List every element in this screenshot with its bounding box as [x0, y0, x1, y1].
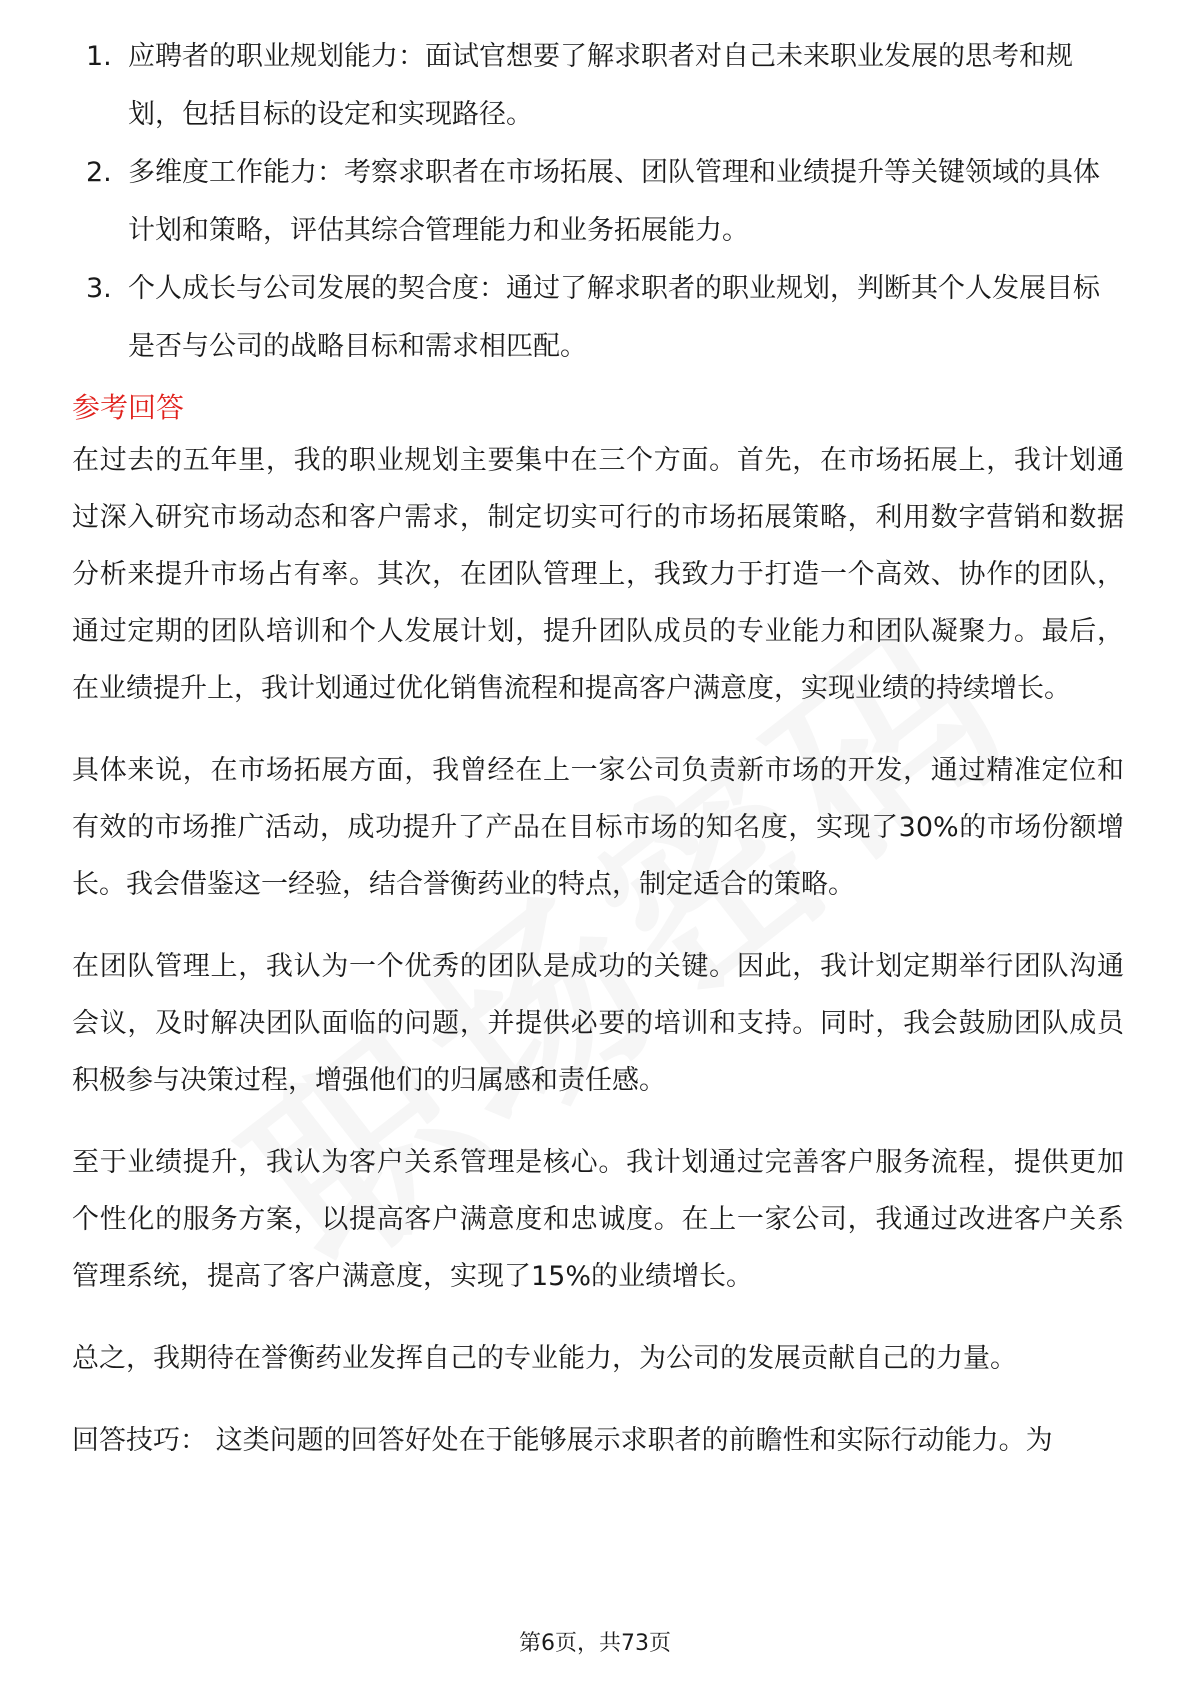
answer-paragraph: 总之，我期待在誉衡药业发挥自己的专业能力，为公司的发展贡献自己的力量。	[72, 1343, 1017, 1374]
answer-paragraph: 至于业绩提升，我认为客户关系管理是核心。我计划通过完善客户服务流程，提供更加个性化的服务方案，以提高客户满意度和忠诚度。在上一家公司，我通过改进客户关系管理系统，提高了客户满意度，实现了15%的业绩增长。	[72, 1147, 1124, 1292]
answer-tips-paragraph: 回答技巧： 这类问题的回答好处在于能够展示求职者的前瞻性和实际行动能力。为	[72, 1425, 1053, 1456]
answer-paragraph: 在过去的五年里，我的职业规划主要集中在三个方面。首先，在市场拓展上，我计划通过深入研究市场动态和客户需求，制定切实可行的市场拓展策略，利用数字营销和数据分析来提升市场占有率。其次，在团队管理上，我致力于打造一个高效、协作的团队，通过定期的团队培训和个人发展计划，提升团队成员的专业能力和团队凝聚力。最后，在业绩提升上，我计划通过优化销售流程和提高客户满意度，实现业绩的持续增长。	[72, 445, 1124, 704]
criteria-item	[72, 144, 1122, 260]
criteria-number: 2.	[86, 157, 112, 188]
criteria-item	[72, 28, 1122, 144]
criteria-text: 个人成长与公司发展的契合度：通过了解求职者的职业规划，判断其个人发展目标是否与公司的战略目标和需求相匹配。	[128, 273, 1100, 362]
page-number-footer: 第6页，共73页	[519, 1631, 671, 1656]
reference-answer-heading: 参考回答	[72, 391, 185, 424]
criteria-text: 应聘者的职业规划能力：面试官想要了解求职者对自己未来职业发展的思考和规划，包括目标的设定和实现路径。	[128, 41, 1073, 130]
evaluation-criteria-list	[72, 28, 1122, 376]
criteria-number: 3.	[86, 273, 112, 304]
reference-answer-body	[72, 432, 1124, 1494]
answer-paragraph: 具体来说，在市场拓展方面，我曾经在上一家公司负责新市场的开发，通过精准定位和有效的市场推广活动，成功提升了产品在目标市场的知名度，实现了30%的市场份额增长。我会借鉴这一经验，结合誉衡药业的特点，制定适合的策略。	[72, 755, 1124, 900]
answer-paragraph: 在团队管理上，我认为一个优秀的团队是成功的关键。因此，我计划定期举行团队沟通会议，及时解决团队面临的问题，并提供必要的培训和支持。同时，我会鼓励团队成员积极参与决策过程，增强他们的归属感和责任感。	[72, 951, 1124, 1096]
criteria-text: 多维度工作能力：考察求职者在市场拓展、团队管理和业绩提升等关键领域的具体计划和策略，评估其综合管理能力和业务拓展能力。	[128, 157, 1100, 246]
criteria-item	[72, 260, 1122, 376]
criteria-number: 1.	[86, 41, 112, 72]
